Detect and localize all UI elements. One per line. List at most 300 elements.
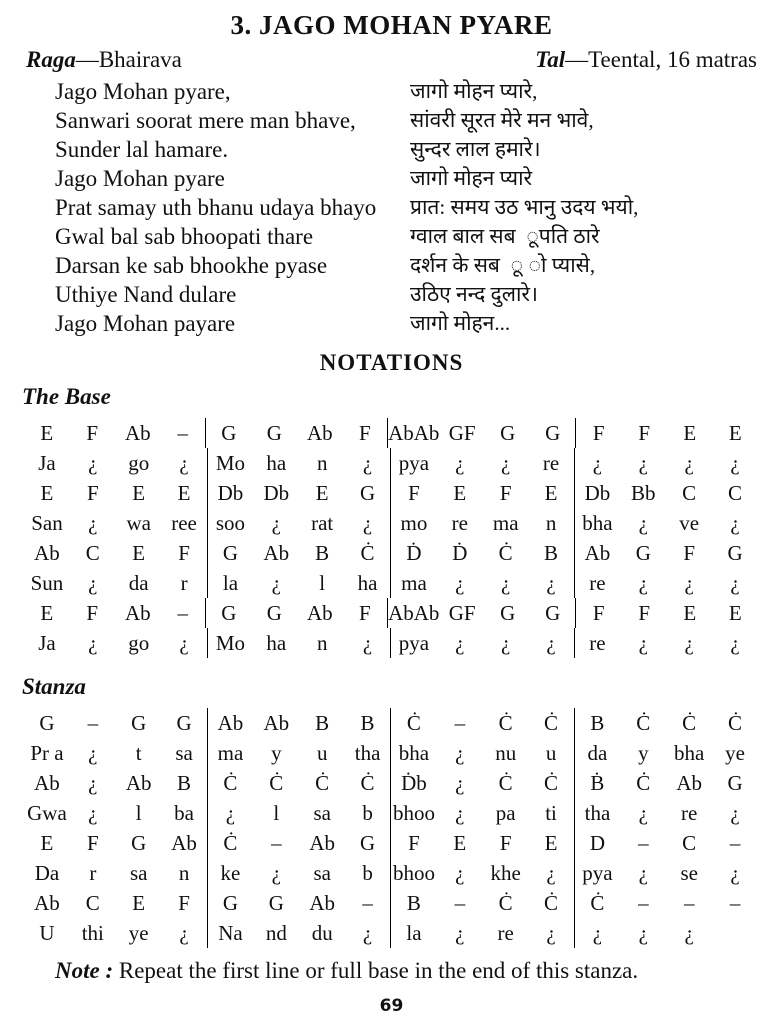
notation-cell: mo — [400, 511, 428, 535]
notation-cell: pya — [398, 451, 430, 475]
notation-cell: C — [682, 481, 697, 505]
notation-cell: ¿ — [638, 631, 648, 655]
notation-cell: n — [316, 631, 328, 655]
notation-cell: Ċ — [590, 891, 605, 915]
hindi-lyric-line: प्रात: समय उठ भानु उदय भयो, — [410, 195, 639, 219]
notation-cell: ma — [492, 511, 519, 535]
notation-cell: t — [135, 741, 142, 765]
notation-cell: Ab — [263, 711, 290, 735]
notation-cell: Ab — [124, 421, 151, 445]
notation-cell: G — [221, 421, 237, 445]
notation-cell: nd — [265, 921, 287, 945]
raga-label: Raga — [26, 47, 76, 72]
notation-cell: F — [638, 601, 651, 625]
notation-cell: ma — [401, 571, 427, 595]
notation-cell: nu — [495, 741, 517, 765]
notation-cell: F — [499, 831, 512, 855]
hindi-lyric-line: उठिए नन्द दुलारे। — [410, 282, 538, 306]
notation-cell: ¿ — [730, 801, 740, 825]
notation-cell: re — [451, 511, 468, 535]
notation-cell: ye — [725, 741, 745, 765]
notation-cell: n — [529, 508, 575, 538]
notation-cell: b — [345, 858, 391, 888]
notation-cell: ¿ — [455, 451, 465, 475]
notation-cell: Ab — [124, 601, 151, 625]
notation-cell: ¿ — [345, 628, 391, 658]
notation-cell: ¿ — [455, 801, 465, 825]
notation-cell: ye — [128, 921, 149, 945]
notation-cell: Ab — [34, 541, 60, 565]
notation-cell: C — [682, 831, 697, 855]
notation-cell: se — [680, 861, 698, 885]
base-notation-table — [24, 418, 758, 658]
notation-cell: E — [683, 601, 697, 625]
notation-cell: ¿ — [455, 741, 465, 765]
notation-cell: G — [39, 711, 55, 735]
notation-cell: ree — [162, 508, 208, 538]
notation-cell: Ab — [34, 771, 60, 795]
notation-cell: ¿ — [455, 771, 465, 795]
notation-cell: G — [635, 541, 651, 565]
notation-cell: U — [39, 921, 55, 945]
notation-row — [24, 738, 758, 768]
notation-cell: F — [343, 418, 389, 448]
notation-cell: ¿ — [730, 571, 740, 595]
notation-cell: ¿ — [501, 571, 511, 595]
notation-cell: GF — [448, 421, 476, 445]
lyrics-section — [0, 77, 783, 338]
notation-cell: F — [592, 421, 605, 445]
notation-cell: pya — [582, 861, 613, 885]
hindi-lyric-line: सांवरी सूरत मेरे मन भावे, — [410, 108, 594, 132]
notation-cell: G — [162, 708, 208, 738]
notation-cell: Ḃ — [590, 771, 605, 795]
notation-row — [24, 798, 758, 828]
notation-row — [24, 598, 758, 628]
notation-cell: ¿ — [162, 448, 208, 478]
notation-cell: da — [128, 571, 149, 595]
notation-cell: Ċ — [345, 768, 391, 798]
notation-cell: ha — [345, 568, 391, 598]
notation-cell: G — [266, 421, 282, 445]
notation-cell: wa — [126, 511, 151, 535]
notation-cell: tha — [345, 738, 391, 768]
notation-cell: bhoo — [392, 801, 435, 825]
notations-heading: NOTATIONS — [319, 350, 464, 375]
notation-cell: Gwa — [27, 801, 67, 825]
notation-cell: ¿ — [730, 861, 740, 885]
notation-cell: ¿ — [529, 918, 575, 948]
notation-cell: re — [681, 801, 698, 825]
notation-cell: ¿ — [162, 628, 208, 658]
notation-cell: F — [408, 831, 420, 855]
notation-cell — [712, 918, 758, 948]
notation-cell: ¿ — [345, 508, 391, 538]
notation-cell: F — [499, 481, 512, 505]
notation-row — [24, 708, 758, 738]
notation-cell: ¿ — [271, 571, 281, 595]
notation-cell: rat — [311, 511, 334, 535]
notation-cell: – — [729, 831, 741, 855]
notation-cell: G — [131, 831, 147, 855]
notation-cell: F — [683, 541, 696, 565]
notation-cell: ¿ — [88, 451, 98, 475]
notation-cell: sa — [313, 801, 331, 825]
notation-cell: khe — [490, 861, 521, 885]
notation-cell: F — [408, 481, 420, 505]
tal-info — [535, 47, 757, 73]
notation-cell: Ab — [263, 541, 290, 565]
notation-cell: F — [162, 888, 208, 918]
notation-cell: ve — [679, 511, 700, 535]
notation-cell: ¿ — [345, 918, 391, 948]
notation-cell: ¿ — [88, 801, 98, 825]
notation-cell: Ja — [38, 631, 56, 655]
notation-cell: Da — [34, 861, 60, 885]
english-lyric-line: Prat samay uth bhanu udaya bhayo — [55, 195, 377, 220]
lyrics-english-column — [55, 77, 410, 338]
notation-cell: GF — [448, 601, 476, 625]
notation-cell: E — [728, 601, 742, 625]
page-title: 3. JAGO MOHAN PYARE — [230, 10, 553, 40]
notation-cell: Ċ — [498, 771, 513, 795]
notation-cell: B — [345, 708, 391, 738]
notation-cell: San — [31, 511, 63, 535]
notation-cell: ¿ — [529, 858, 575, 888]
notation-cell: Ċ — [682, 711, 697, 735]
notation-cell: re — [589, 571, 606, 595]
notation-cell: B — [162, 768, 208, 798]
notation-cell: F — [638, 421, 651, 445]
notation-cell: C — [85, 891, 100, 915]
raga-value: —Bhairava — [75, 47, 182, 72]
notation-cell: – — [638, 831, 649, 855]
notation-cell: ¿ — [592, 451, 603, 475]
footer-note — [55, 958, 783, 984]
notation-cell: E — [132, 541, 146, 565]
notation-cell: E — [40, 421, 54, 445]
notation-row — [24, 918, 758, 948]
notation-cell: re — [589, 631, 606, 655]
notation-cell: u — [529, 738, 575, 768]
notation-cell: B — [529, 538, 575, 568]
base-section-heading: The Base — [22, 384, 111, 409]
notation-cell: ¿ — [501, 451, 511, 475]
notation-cell: C — [85, 541, 100, 565]
notation-cell: bhoo — [392, 861, 435, 885]
raga-info — [26, 47, 182, 73]
notation-cell: Ċ — [529, 768, 575, 798]
english-lyric-line: Jago Mohan pyare — [55, 166, 225, 191]
notation-row — [24, 538, 758, 568]
notation-cell: E — [162, 478, 208, 508]
notation-row — [24, 828, 758, 858]
notation-cell: E — [40, 601, 54, 625]
notation-cell: u — [316, 741, 328, 765]
note-text: Repeat the first line or full base in the end of this stanza. — [113, 958, 639, 983]
notation-cell: – — [345, 888, 391, 918]
notation-cell: ¿ — [684, 571, 694, 595]
notation-cell: ¿ — [529, 568, 575, 598]
notation-cell: bha — [582, 511, 613, 535]
notation-cell: bha — [674, 741, 705, 765]
notation-cell: ¿ — [345, 448, 391, 478]
notation-cell: sa — [162, 738, 208, 768]
notation-cell: G — [222, 541, 239, 565]
notation-cell: Mo — [215, 451, 246, 475]
english-lyric-line: Jago Mohan payare — [55, 311, 236, 336]
notation-cell: AbAb — [388, 601, 440, 625]
notation-cell: F — [592, 601, 605, 625]
notation-cell: Ċ — [345, 538, 391, 568]
notation-cell: D — [589, 831, 606, 855]
notation-cell: ¿ — [529, 628, 575, 658]
notation-row — [24, 888, 758, 918]
notation-cell: E — [529, 478, 575, 508]
notation-cell: – — [454, 891, 466, 915]
notation-cell: tha — [584, 801, 611, 825]
notation-cell: go — [128, 631, 150, 655]
notation-row — [24, 628, 758, 658]
notation-cell: E — [683, 421, 697, 445]
notation-cell: ¿ — [88, 511, 98, 535]
notation-cell: ¿ — [730, 631, 740, 655]
notation-row — [24, 768, 758, 798]
notation-cell: re — [529, 448, 575, 478]
notation-row — [24, 508, 758, 538]
notation-cell: ha — [266, 451, 287, 475]
notation-cell: B — [315, 541, 330, 565]
notation-cell: Db — [263, 481, 290, 505]
notation-cell: E — [132, 891, 146, 915]
notation-cell: go — [128, 451, 150, 475]
notation-cell: G — [500, 421, 516, 445]
notation-cell: E — [40, 831, 54, 855]
notation-cell: ¿ — [684, 921, 694, 945]
notation-cell: y — [271, 741, 282, 765]
notation-cell: ¿ — [88, 631, 98, 655]
lyrics-hindi-column — [410, 77, 783, 338]
notation-cell: G — [222, 891, 239, 915]
tal-value: —Teental, 16 matras — [565, 47, 757, 72]
notation-cell: ¿ — [638, 801, 648, 825]
notation-cell: B — [315, 711, 330, 735]
notation-cell: E — [529, 828, 575, 858]
notation-cell: ¿ — [638, 511, 648, 535]
notation-cell: bha — [398, 741, 430, 765]
notation-cell: ¿ — [638, 861, 648, 885]
notation-cell: G — [345, 478, 391, 508]
notation-cell: G — [345, 828, 391, 858]
notation-cell: ¿ — [684, 631, 694, 655]
notation-cell: ¿ — [271, 511, 281, 535]
notation-cell: ¿ — [638, 571, 648, 595]
notation-cell: ¿ — [592, 921, 603, 945]
english-lyric-line: Sanwari soorat mere man bhave, — [55, 108, 356, 133]
notation-cell: Ab — [34, 891, 60, 915]
notation-cell: l — [273, 801, 280, 825]
hindi-lyric-line: ग्वाल बाल सब ूपति ठारे — [410, 224, 600, 248]
notation-cell: ke — [220, 861, 241, 885]
notation-cell: ¿ — [638, 451, 648, 475]
tal-label: Tal — [535, 47, 566, 72]
notation-cell: F — [162, 538, 208, 568]
notation-cell: Ab — [309, 891, 336, 915]
notation-cell: r — [89, 861, 97, 885]
notation-cell: Ċ — [636, 771, 651, 795]
notation-row — [24, 418, 758, 448]
notation-cell: C — [728, 481, 743, 505]
notation-cell: B — [406, 891, 421, 915]
hindi-lyric-line: सुन्दर लाल हमारे। — [410, 137, 541, 161]
hindi-lyric-line: जागो मोहन प्यारे, — [410, 79, 538, 103]
notation-cell: thi — [81, 921, 104, 945]
note-label: Note : — [55, 958, 114, 983]
notation-cell: Ċ — [406, 711, 421, 735]
notation-cell: b — [345, 798, 391, 828]
notation-cell: pya — [398, 631, 430, 655]
notation-cell: Ċ — [636, 711, 651, 735]
notation-cell: – — [638, 891, 649, 915]
notation-cell: G — [268, 891, 284, 915]
notation-cell: da — [587, 741, 608, 765]
notation-cell: G — [530, 418, 576, 448]
notation-cell: Ḋ — [452, 541, 468, 565]
notation-cell: Db — [217, 481, 244, 505]
notation-cell: Ċ — [269, 771, 284, 795]
notation-cell: Bb — [631, 481, 656, 505]
hindi-lyric-line: दर्शन के सब ू ो प्यासे, — [410, 253, 596, 277]
notation-cell: ¿ — [501, 631, 511, 655]
notation-cell: ¿ — [455, 631, 465, 655]
notation-cell: n — [162, 858, 208, 888]
notation-cell: ¿ — [730, 451, 740, 475]
notation-cell: – — [683, 891, 695, 915]
notation-cell: Ċ — [223, 771, 238, 795]
notation-cell: sa — [313, 861, 331, 885]
notation-cell: – — [161, 598, 207, 628]
notation-cell: Ab — [306, 601, 333, 625]
notation-cell: Na — [218, 921, 243, 945]
notation-cell: y — [638, 741, 649, 765]
notation-cell: F — [343, 598, 389, 628]
notation-cell: – — [729, 891, 741, 915]
notation-cell: Ċ — [315, 771, 330, 795]
notation-cell: ¿ — [162, 918, 208, 948]
notation-cell: Ḋb — [401, 771, 427, 795]
notation-cell: – — [87, 711, 99, 735]
notation-cell: Db — [584, 481, 611, 505]
notation-cell: ¿ — [88, 771, 98, 795]
notation-cell: E — [132, 481, 146, 505]
notation-cell: E — [728, 421, 742, 445]
english-lyric-line: Gwal bal sab bhoopati thare — [55, 224, 314, 249]
english-lyric-line: Sunder lal hamare. — [55, 137, 229, 162]
notation-cell: F — [86, 831, 99, 855]
stanza-notation-table — [24, 708, 758, 948]
notation-cell: G — [530, 598, 576, 628]
notation-cell: ¿ — [638, 921, 648, 945]
notation-cell: Ċ — [529, 888, 575, 918]
notation-cell: G — [727, 541, 743, 565]
notation-cell: ¿ — [455, 861, 465, 885]
notation-cell: Ċ — [498, 711, 513, 735]
notation-cell: ti — [529, 798, 575, 828]
notation-row — [24, 858, 758, 888]
raga-tal-row — [0, 45, 783, 73]
notation-cell: E — [315, 481, 329, 505]
notation-cell: la — [406, 921, 422, 945]
notation-cell: Ċ — [223, 831, 238, 855]
notation-cell: Ab — [162, 828, 208, 858]
notation-cell: Ḋ — [406, 541, 422, 565]
notation-cell: E — [453, 481, 467, 505]
notation-cell: Ċ — [498, 541, 513, 565]
notation-cell: ha — [266, 631, 287, 655]
notation-cell: Ab — [217, 711, 244, 735]
notation-row — [24, 568, 758, 598]
notation-cell: la — [222, 571, 239, 595]
english-lyric-line: Jago Mohan pyare, — [55, 79, 231, 104]
notation-cell: r — [162, 568, 208, 598]
notation-cell: ¿ — [88, 571, 98, 595]
notation-cell: ¿ — [455, 921, 465, 945]
notation-cell: ba — [162, 798, 208, 828]
notation-cell: – — [271, 831, 282, 855]
notation-cell: Ab — [676, 771, 703, 795]
notation-cell: E — [453, 831, 467, 855]
notation-cell: sa — [129, 861, 148, 885]
notation-cell: F — [86, 601, 99, 625]
hindi-lyric-line: जागो मोहन प्यारे — [410, 166, 533, 190]
notation-cell: Ab — [125, 771, 152, 795]
notation-cell: ¿ — [730, 511, 740, 535]
notation-cell: G — [131, 711, 147, 735]
notation-cell: du — [311, 921, 333, 945]
notation-cell: Pr a — [30, 741, 64, 765]
notation-cell: G — [500, 601, 516, 625]
notation-cell: – — [454, 711, 466, 735]
english-lyric-line: Darsan ke sab bhookhe pyase — [55, 253, 328, 278]
notation-cell: l — [135, 801, 142, 825]
notation-cell: Ċ — [529, 708, 575, 738]
notation-cell: G — [266, 601, 282, 625]
notation-cell: pa — [495, 801, 516, 825]
notation-cell: E — [40, 481, 54, 505]
notation-cell: n — [316, 451, 328, 475]
notation-cell: ma — [217, 741, 244, 765]
notation-cell: ¿ — [88, 741, 98, 765]
notation-cell: Ja — [38, 451, 56, 475]
page-number: 69 — [379, 996, 404, 1016]
notation-cell: re — [497, 921, 514, 945]
notation-cell: F — [86, 481, 99, 505]
notation-cell: ¿ — [455, 571, 465, 595]
notation-cell: B — [590, 711, 605, 735]
notation-cell: G — [221, 601, 237, 625]
notation-cell: AbAb — [388, 421, 440, 445]
notation-cell: – — [161, 418, 207, 448]
notation-cell: soo — [215, 511, 246, 535]
notation-cell: F — [86, 421, 99, 445]
notation-cell: Ab — [306, 421, 333, 445]
notation-cell: l — [319, 571, 326, 595]
notation-cell: ¿ — [684, 451, 694, 475]
notation-cell: Ab — [309, 831, 336, 855]
notation-cell: G — [727, 771, 743, 795]
hindi-lyric-line: जागो मोहन... — [410, 311, 511, 335]
notation-cell: Mo — [215, 631, 246, 655]
